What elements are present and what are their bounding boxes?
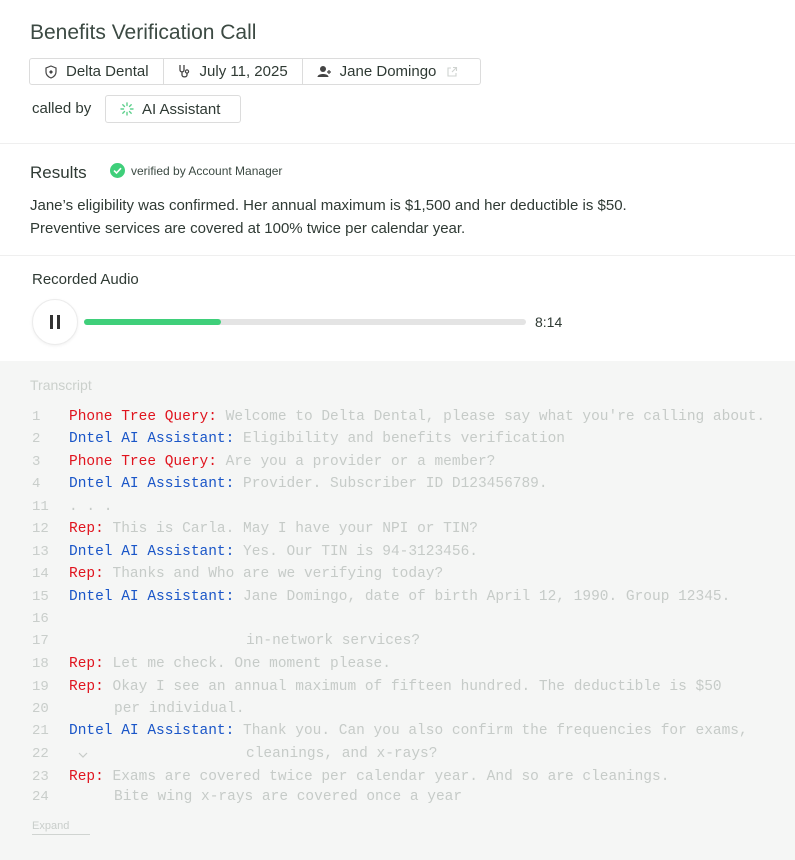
line-number: 12 [32,521,49,537]
speaker-label: Dntel AI Assistant: [69,723,235,739]
line-number: 21 [32,723,49,739]
speaker-label: Dntel AI Assistant: [69,544,235,560]
results-line: Preventive services are covered at 100% twice per calendar year. [30,220,466,237]
divider [0,255,795,256]
transcript-line [0,566,795,586]
transcript-line [0,701,795,721]
utterance-text: Welcome to Delta Dental, please say what you're calling about. [216,409,766,425]
transcript-line [0,544,795,564]
utterance-text: . . . [69,499,113,515]
insurer-label: Delta Dental [66,63,149,80]
date-chip[interactable] [164,59,303,84]
line-number: 3 [32,454,41,470]
insurer-chip[interactable] [30,59,164,84]
transcript-line [0,679,795,699]
transcript-panel [0,361,795,860]
transcript-line [0,589,795,609]
transcript-line [0,431,795,451]
patient-chip[interactable] [303,59,481,84]
results-heading: Results [30,163,87,182]
call-info-chips [29,58,481,85]
utterance-text: This is Carla. May I have your NPI or TIN? [103,521,478,537]
line-number: 4 [32,476,41,492]
page-title: Benefits Verification Call [30,21,257,44]
pause-button[interactable] [32,299,78,345]
transcript-line [0,521,795,541]
speaker-label: Dntel AI Assistant: [69,476,235,492]
transcript-line [0,789,795,809]
line-number: 13 [32,544,49,560]
divider [0,143,795,144]
transcript-line [0,409,795,429]
line-number: 20 [32,701,49,717]
transcript-line [0,611,795,631]
speaker-label: Phone Tree Query: [69,409,217,425]
utterance-text: Yes. Our TIN is 94-3123456. [234,544,478,560]
stethoscope-icon [178,64,192,79]
audio-duration: 8:14 [535,314,563,330]
speaker-label: Rep: [69,521,104,537]
chevron-down-icon[interactable] [78,746,88,766]
line-number: 16 [32,611,49,627]
utterance-text: Jane Domingo, date of birth April 12, 1990. Group 12345. [234,589,731,605]
verified-badge [110,163,282,178]
transcript-line [0,723,795,743]
utterance-text: Thanks and Who are we verifying today? [103,566,444,582]
shield-icon [44,65,58,79]
speaker-label: Rep: [69,679,104,695]
transcript-line [0,476,795,496]
user-add-icon [317,65,332,78]
speaker-label: Dntel AI Assistant: [69,589,235,605]
speaker-label: Rep: [69,656,104,672]
results-summary [30,194,627,240]
audio-progress-fill [84,319,221,325]
utterance-text: Thank you. Can you also confirm the frequencies for exams, [234,723,748,739]
utterance-text: Provider. Subscriber ID D123456789. [234,476,548,492]
audio-progress-track[interactable] [84,319,526,325]
caller-chip[interactable] [105,95,241,123]
speaker-label: Dntel AI Assistant: [69,431,235,447]
speaker-label: Rep: [69,566,104,582]
transcript-line [0,454,795,474]
line-number: 15 [32,589,49,605]
line-number: 24 [32,789,49,805]
expand-link[interactable]: Expand [32,820,90,835]
utterance-text: per individual. [114,701,245,717]
caller-name: AI Assistant [142,100,221,118]
utterance-text: Eligibility and benefits verification [234,431,565,447]
utterance-text: Are you a provider or a member? [216,454,496,470]
line-number: 19 [32,679,49,695]
check-circle-icon [110,163,125,178]
pause-icon [48,314,62,330]
transcript-line [0,656,795,676]
line-number: 18 [32,656,49,672]
spinner-icon [120,102,134,116]
called-by-label: called by [32,100,92,117]
line-number: 17 [32,633,49,649]
speaker-label: Phone Tree Query: [69,454,217,470]
transcript-line [0,633,795,653]
utterance-text: Okay I see an annual maximum of fifteen hundred. The deductible is $50 [103,679,722,695]
speaker-label: Rep: [69,769,104,785]
line-number: 2 [32,431,41,447]
line-number: 11 [32,499,49,515]
line-number: 14 [32,566,49,582]
line-number: 22 [32,746,49,762]
utterance-text: Bite wing x-rays are covered once a year [114,789,463,805]
transcript-heading: Transcript [30,377,92,393]
transcript-line [0,746,795,766]
utterance-text: in-network services? [246,633,421,649]
transcript-line [0,499,795,519]
transcript-line [0,769,795,789]
verified-label: verified by Account Manager [131,163,283,178]
results-line: Jane’s eligibility was confirmed. Her annual maximum is $1,500 and her deductible is $50. [30,197,627,214]
audio-heading: Recorded Audio [32,271,139,288]
utterance-text: Exams are covered twice per calendar year. And so are cleanings. [103,769,670,785]
call-date: July 11, 2025 [199,63,288,80]
patient-name: Jane Domingo [339,63,437,80]
external-link-icon[interactable] [446,66,458,78]
utterance-text: cleanings, and x-rays? [246,746,438,762]
utterance-text: Let me check. One moment please. [103,656,391,672]
line-number: 23 [32,769,49,785]
line-number: 1 [32,409,41,425]
